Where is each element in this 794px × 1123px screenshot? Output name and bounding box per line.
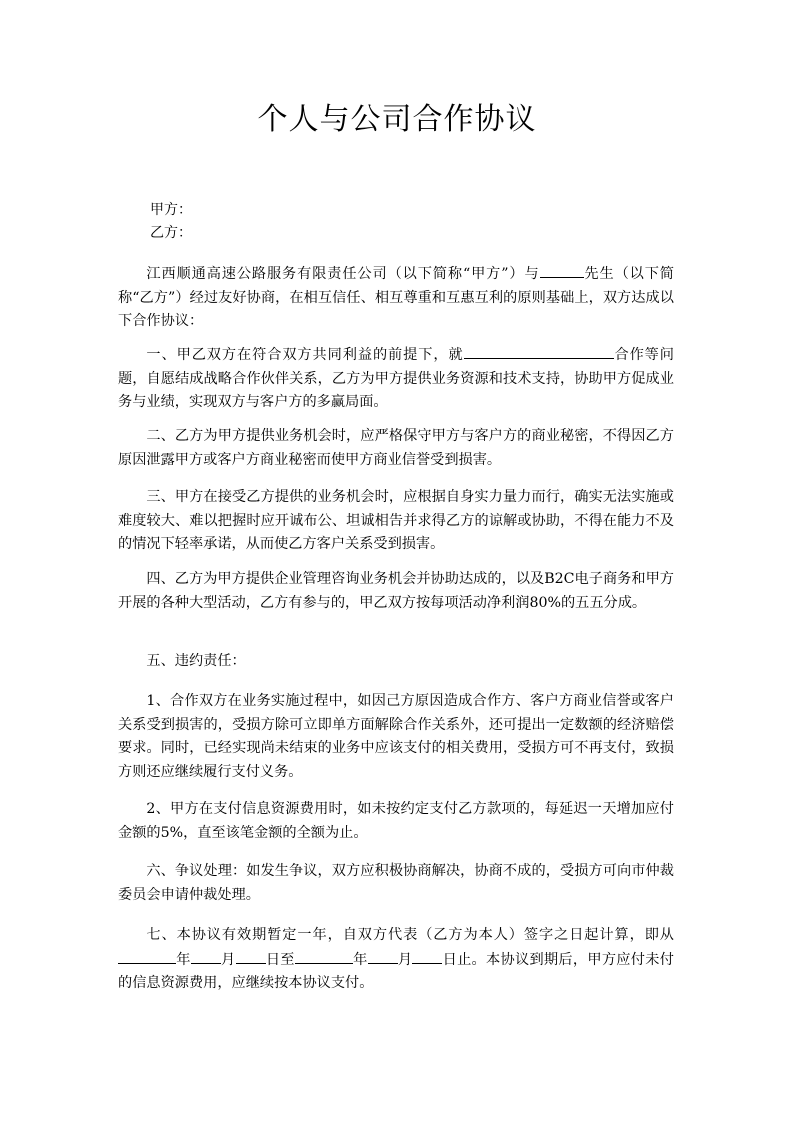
clause-7-text-2: 日止。本协议到期后，甲方应付未付的信息资源费用，应继续按本协议支付。 — [118, 951, 674, 991]
start-year-blank — [118, 948, 176, 964]
start-day-blank — [236, 948, 266, 964]
intro-text-1: 江西顺通高速公路服务有限责任公司（以下简称“甲方”）与 — [146, 266, 540, 282]
clause-5-2: 2、甲方在支付信息资源费用时，如未按约定支付乙方款项的，每延迟一天增加应付金额的5%，直至该笔金额的全额为止。 — [118, 801, 674, 841]
name-blank — [540, 262, 584, 278]
clause-1-text-2: 合作等问题，自愿结成战略合作伙伴关系，乙方为甲方提供业务资源和技术支持，协助甲方促成业务与业绩，实现双方与客户方的多赢局面。 — [118, 347, 674, 410]
cooperation-blank — [464, 343, 614, 359]
clause-6: 六、争议处理：如发生争议，双方应积极协商解决，协商不成的，受损方可向市仲裁委员会申请仲裁处理。 — [118, 863, 674, 903]
end-day-blank — [412, 948, 442, 964]
start-day-label: 日至 — [265, 951, 295, 968]
clause-1 — [118, 343, 674, 415]
end-year-label: 年 — [352, 951, 368, 968]
document-title: 个人与公司合作协议 — [257, 102, 537, 137]
start-year-label: 年 — [176, 951, 191, 968]
clause-7 — [118, 924, 674, 996]
clause-1-text-1: 一、甲乙双方在符合双方共同利益的前提下，就 — [146, 347, 464, 363]
party-b-label: 乙方： — [150, 225, 192, 241]
end-month-label: 月 — [397, 951, 413, 968]
party-a-label: 甲方： — [150, 202, 192, 218]
intro-text-2: 先生（以下简称“乙方”）经过友好协商，在相互信任、相互尊重和互惠互利的原则基础上，双方达成以下合作协议： — [118, 266, 674, 329]
clause-7-text-1: 七、本协议有效期暂定一年，自双方代表（乙方为本人）签字之日起计算，即从 — [146, 927, 674, 943]
clause-2: 二、乙方为甲方提供业务机会时，应严格保守甲方与客户方的商业秘密，不得因乙方原因泄露甲方或客户方商业秘密而使甲方商业信誉受到损害。 — [118, 428, 674, 468]
end-month-blank — [368, 948, 398, 964]
end-year-blank — [295, 948, 353, 964]
clause-5-1: 1、合作双方在业务实施过程中，如因己方原因造成合作方、客户方商业信誉或客户关系受到损害的，受损方除可立即单方面解除合作关系外，还可提出一定数额的经济赔偿要求。同时，已经实现尚未结束的业务中应该支付的相关费用，受损方可不再支付，致损方则还应继续履行支付义务。 — [118, 693, 674, 780]
start-month-label: 月 — [220, 951, 236, 968]
start-month-blank — [191, 948, 221, 964]
clause-4: 四、乙方为甲方提供企业管理咨询业务机会并协助达成的，以及B2C电子商务和甲方开展的各种大型活动，乙方有参与的，甲乙双方按每项活动净利润80%的五五分成。 — [118, 571, 674, 611]
clause-3: 三、甲方在接受乙方提供的业务机会时，应根据自身实力量力而行，确实无法实施或难度较大、难以把握时应开诚布公、坦诚相告并求得乙方的谅解或协助，不得在能力不及的情况下轻率承诺，从而使乙方客户关系受到损害。 — [118, 489, 674, 552]
clause-5-heading: 五、违约责任： — [146, 653, 246, 669]
intro-paragraph — [118, 262, 674, 334]
